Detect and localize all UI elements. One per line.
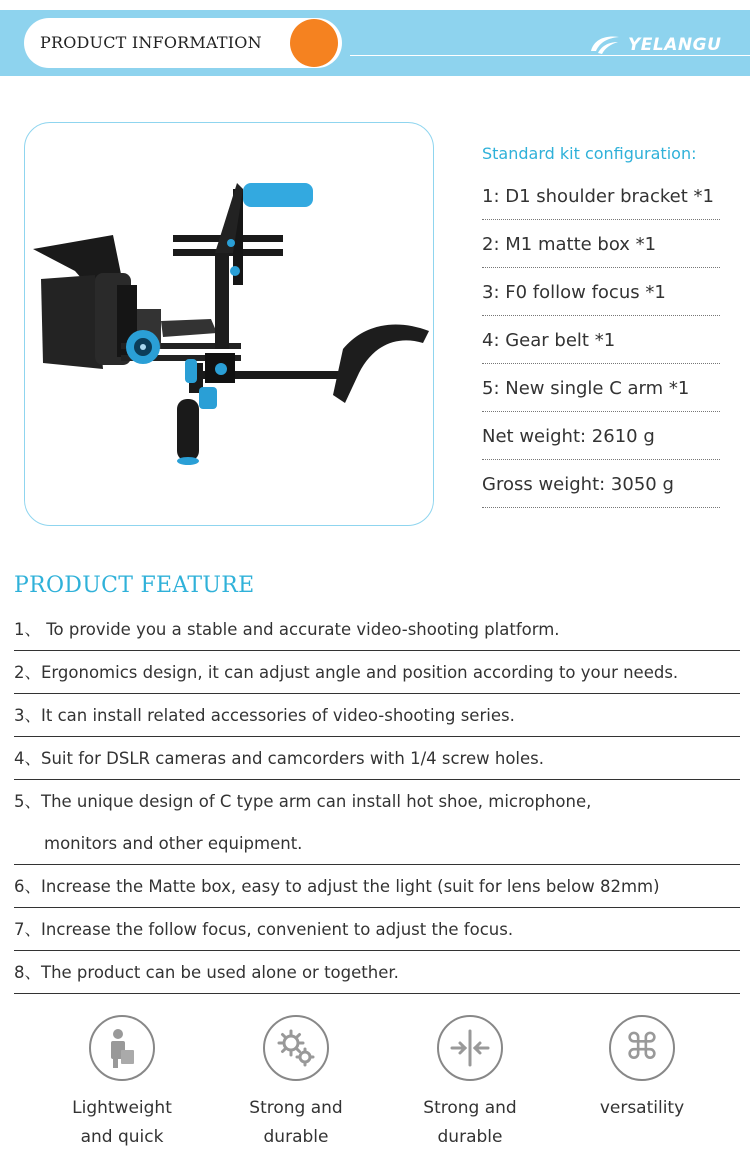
spec-list (482, 172, 720, 508)
spec-title: Standard kit configuration: (482, 144, 697, 163)
spec-item: Gross weight: 3050 g (482, 460, 720, 508)
feature-text: 1、 To provide you a stable and accurate video-shooting platform. (14, 620, 560, 639)
feature-text: 2、Ergonomics design, it can adjust angle and position according to your needs. (14, 663, 679, 682)
icon-circle (89, 1015, 155, 1081)
gears-icon (275, 1027, 317, 1069)
shoulder-rig-image (25, 123, 435, 527)
icon-feature-strong (216, 1015, 376, 1152)
feature-text: 5、The unique design of C type arm can install hot shoe, microphone, (14, 792, 592, 811)
icon-circle (609, 1015, 675, 1081)
brand-logo (588, 32, 721, 58)
section-label: PRODUCT INFORMATION (40, 33, 262, 52)
feature-text: 4、Suit for DSLR cameras and camcorders with 1/4 screw holes. (14, 749, 544, 768)
feature-item (14, 951, 740, 994)
feature-icons-row (0, 1015, 750, 1165)
feature-list (14, 608, 740, 994)
feature-item (14, 908, 740, 951)
orange-dot (290, 19, 338, 67)
feature-item (14, 865, 740, 908)
brand-name: YELANGU (628, 35, 722, 55)
header-banner (0, 10, 750, 76)
feature-item (14, 694, 740, 737)
command-icon: ⌘ (624, 1027, 660, 1068)
feature-text-continued: monitors and other equipment. (44, 834, 303, 853)
icon-label: Strong and durable (249, 1098, 343, 1147)
icon-feature-lightweight (42, 1015, 202, 1152)
brand-swoosh-icon (588, 33, 622, 57)
spec-item: 5: New single C arm *1 (482, 364, 720, 412)
spec-item: 3: F0 follow focus *1 (482, 268, 720, 316)
compress-arrows-icon (449, 1027, 491, 1069)
product-image-card (24, 122, 434, 526)
feature-text: 8、The product can be used alone or together. (14, 963, 399, 982)
spec-item: 1: D1 shoulder bracket *1 (482, 172, 720, 220)
spec-item: Net weight: 2610 g (482, 412, 720, 460)
icon-label: versatility (599, 1098, 685, 1118)
icon-circle (437, 1015, 503, 1081)
spec-item: 4: Gear belt *1 (482, 316, 720, 364)
spec-item: 2: M1 matte box *1 (482, 220, 720, 268)
feature-text: 6、Increase the Matte box, easy to adjust the light (suit for lens below 82mm) (14, 877, 660, 896)
icon-circle (263, 1015, 329, 1081)
section-label-pill (24, 18, 342, 68)
icon-label: Lightweight and quick (72, 1098, 172, 1147)
feature-text: 7、Increase the follow focus, convenient to adjust the focus. (14, 920, 514, 939)
icon-feature-versatility (562, 1015, 722, 1123)
icon-feature-durable (390, 1015, 550, 1152)
feature-text: 3、It can install related accessories of video-shooting series. (14, 706, 515, 725)
feature-item (14, 608, 740, 651)
feature-item (14, 780, 740, 865)
feature-item (14, 651, 740, 694)
icon-label: Strong and durable (423, 1098, 517, 1147)
feature-item (14, 737, 740, 780)
person-icon (105, 1028, 139, 1068)
feature-title: PRODUCT FEATURE (14, 573, 255, 598)
